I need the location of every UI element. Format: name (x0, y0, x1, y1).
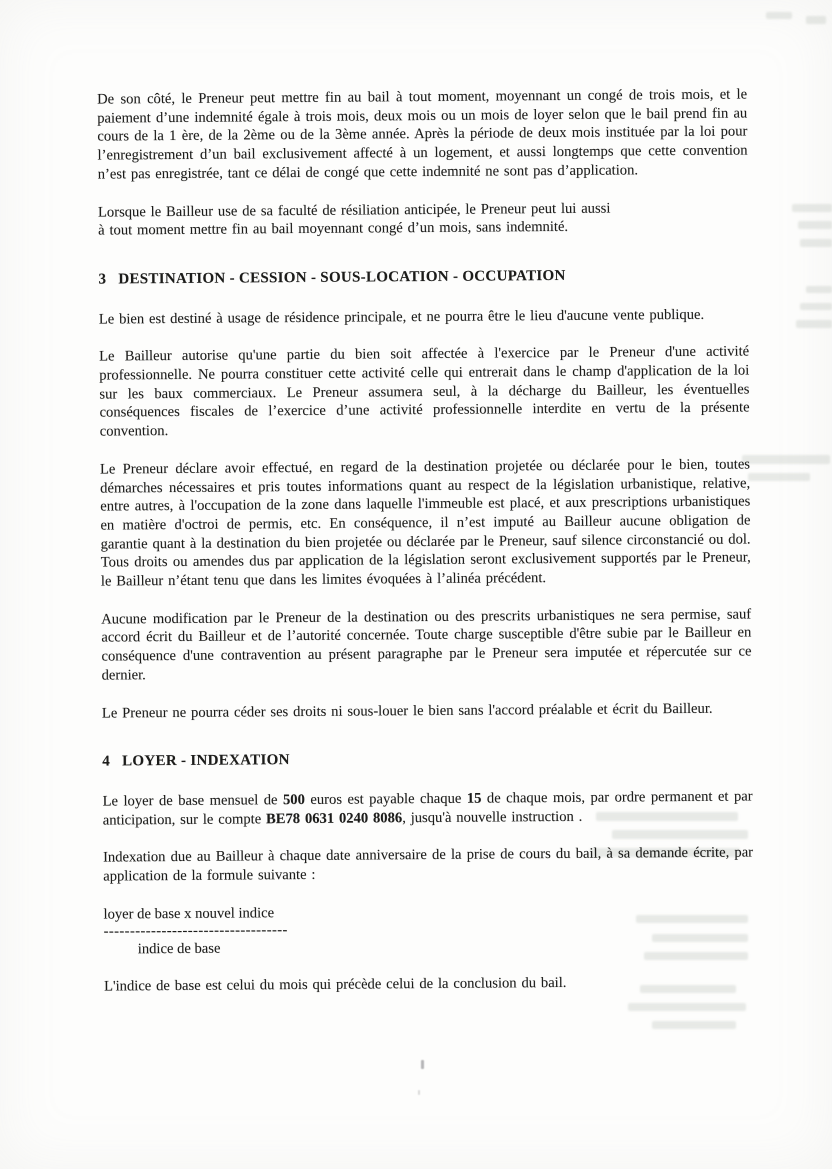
text-line: à tout moment mettre fin au bail moyennant congé d’un mois, sans indemnité. (98, 219, 569, 239)
formula-denominator: indice de base (137, 940, 221, 957)
rent-text: Le loyer de base mensuel de (102, 792, 284, 810)
bleed-through-artifact (798, 221, 832, 229)
paragraph-legislation-urbanistique: Le Preneur déclare avoir effectué, en regard de la destination projetée ou déclarée pour le bien, toutes démarches nécessaires et pris toutes informations quant au respect de la législation urbanistique, relative, entre autres, à l'occupation de la zone dans laquelle l'immeuble est placé, et aux prescriptions urbanistiques en matière d'octroi de permis, etc. En conséquence, il n’est imputé au Bailleur aucune obligation de garantie quant à la destination du bien projetée ou déclarée par le Preneur, sauf silence circonstancié ou dol. Tous droits ou amendes dus par application de la législation seront exclusivement supportés par le Preneur, le Bailleur n’étant tenu que dans les limites évoquées à l’alinéa précédent. (99, 456, 751, 590)
section3-heading (98, 265, 748, 289)
paragraph-indexation: Indexation due au Bailleur à chaque date anniversaire de la prise de cours du bail, à sa demande écrite, par application de la formule suivante : (102, 844, 754, 885)
section3-title: DESTINATION - CESSION - SOUS-LOCATION - OCCUPATION (118, 267, 566, 288)
rent-payment-day: 15 (466, 790, 482, 807)
formula-numerator: loyer de base x nouvel indice (103, 904, 275, 923)
bleed-through-artifact (792, 204, 832, 212)
paragraph-activite-professionnelle: Le Bailleur autorise qu'une partie du bien soit affectée à l'exercice par le Preneur d'une activité professionnelle. Ne pourra constituer cette activité celle qui entrerait dans le champ d'application de la loi sur les baux commerciaux. Le Preneur assumera seul, à la décharge du Bailleur, les éventuelles conséquences fiscales de l’exercice d’une activité professionnelle interdite en vertu de la présente convention. (99, 343, 750, 440)
paragraph-preneur-termination: De son côté, le Preneur peut mettre fin au bail à tout moment, moyennant un congé de trois mois, et le paiement d’une indemnité égale à trois mois, deux mois ou un mois de loyer selon que le bail prend fin au cours de la 1 ère, de la 2ème ou de la 3ème année. Après la période de deux mois instituée par la loi pour l’enregistrement d’un bail exclusivement affecté à un logement, et aussi longtemps que cette convention n’est pas enregistrée, tant ce délai de congé que cette indemnité ne sont pas d’application. (97, 86, 748, 183)
paragraph-cession-sous-location: Le Preneur ne pourra céder ses droits ni sous-louer le bien sans l'accord préalable et écrit du Bailleur. (101, 700, 713, 722)
formula-divider: ----------------------------------- (103, 921, 288, 940)
indexation-formula (103, 900, 753, 959)
bleed-through-artifact (766, 12, 792, 19)
rent-text: euros est payable chaque (304, 790, 467, 808)
bleed-through-artifact (806, 286, 832, 293)
bleed-through-artifact (742, 455, 830, 464)
paragraph-indice-de-base: L'indice de base est celui du mois qui précède celui de la conclusion du bail. (103, 975, 567, 995)
bleed-through-artifact (796, 320, 832, 328)
rent-text: , jusqu'à nouvelle instruction . (402, 808, 583, 826)
document-content (97, 85, 754, 1015)
section4-title: LOYER - INDEXATION (122, 752, 290, 770)
text-line: Lorsque le Bailleur use de sa faculté de résiliation anticipée, le Preneur peut lui aussi (97, 200, 611, 221)
bleed-through-artifact (652, 1021, 736, 1029)
scan-speck (418, 1090, 420, 1095)
rent-text: de chaque mois, par ordre permanent et par anticipation, sur le compte (102, 788, 753, 829)
paragraph-modification-interdite: Aucune modification par le Preneur de la destination ou des prescrits urbanistiques ne sera permise, sauf accord écrit du Bailleur et de l’autorité concernée. Toute charge susceptible d'être subie par le Bailleur en conséquence d'une contravention au présent paragraphe par le Preneur sera imputée et répercutée sur ce dernier. (101, 606, 752, 684)
scan-speck (421, 1060, 424, 1069)
section3-number: 3 (98, 271, 107, 288)
bleed-through-artifact (748, 473, 810, 481)
bleed-through-artifact (800, 239, 832, 247)
paragraph-destination-residence: Le bien est destiné à usage de résidence principale, et ne pourra être le lieu d'aucune vente publique. (98, 306, 705, 328)
section4-number: 4 (102, 753, 111, 770)
rent-amount: 500 (282, 791, 305, 809)
bleed-through-artifact (806, 16, 826, 24)
paragraph-loyer (103, 787, 753, 830)
rent-iban: BE78 0631 0240 8086 (265, 809, 403, 827)
paragraph-bailleur-resiliation (98, 198, 748, 241)
bleed-through-artifact (800, 303, 832, 310)
section4-heading (102, 748, 752, 772)
